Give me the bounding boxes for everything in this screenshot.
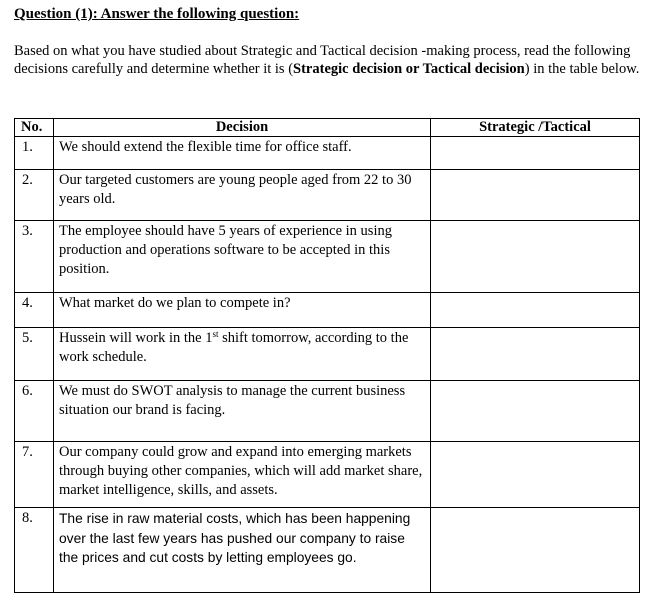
- instructions-text-1: Based on what you have studied about Strategic and Tactical decision -making process, read the following decisions carefully and determine whether it is (: [14, 43, 631, 77]
- row-number: 4.: [15, 293, 54, 328]
- decision-table: [14, 118, 640, 593]
- table-row: [15, 328, 640, 381]
- instructions: [14, 42, 642, 78]
- row-number: 8.: [15, 508, 54, 593]
- answer-cell[interactable]: [431, 381, 640, 442]
- answer-cell[interactable]: [431, 221, 640, 293]
- decision-text: The rise in raw material costs, which has been happening over the last few years has pushed our company to raise the prices and cut costs by letting employees go.: [54, 508, 431, 593]
- answer-cell[interactable]: [431, 508, 640, 593]
- header-no: No.: [15, 119, 54, 137]
- decision-text: We should extend the flexible time for office staff.: [54, 137, 431, 170]
- table-row: [15, 221, 640, 293]
- table-row: [15, 381, 640, 442]
- row-number: 3.: [15, 221, 54, 293]
- row-number: 1.: [15, 137, 54, 170]
- instructions-text-2: ) in the table below.: [524, 61, 640, 77]
- table-row: [15, 170, 640, 221]
- decision-text: [54, 328, 431, 381]
- decision-text-b: shift tomorrow, according to the work schedule.: [59, 330, 409, 365]
- answer-cell[interactable]: [431, 293, 640, 328]
- table-row: [15, 137, 640, 170]
- table-row: [15, 442, 640, 508]
- answer-cell[interactable]: [431, 442, 640, 508]
- decision-text: Our targeted customers are young people aged from 22 to 30 years old.: [54, 170, 431, 221]
- ordinal-suffix: st: [212, 329, 219, 339]
- decision-text: What market do we plan to compete in?: [54, 293, 431, 328]
- table-row: [15, 508, 640, 593]
- header-decision: Decision: [54, 119, 431, 137]
- row-number: 7.: [15, 442, 54, 508]
- decision-text: We must do SWOT analysis to manage the current business situation our brand is facing.: [54, 381, 431, 442]
- answer-cell[interactable]: [431, 328, 640, 381]
- decision-text: The employee should have 5 years of experience in using production and operations software to be accepted in this position.: [54, 221, 431, 293]
- header-type: Strategic /Tactical: [431, 119, 640, 137]
- decision-text: Our company could grow and expand into emerging markets through buying other companies, which will add market share, market intelligence, skills, and assets.: [54, 442, 431, 508]
- answer-cell[interactable]: [431, 170, 640, 221]
- question-title: Question (1): Answer the following question:: [14, 6, 300, 22]
- answer-cell[interactable]: [431, 137, 640, 170]
- instructions-bold: Strategic decision or Tactical decision: [293, 61, 525, 77]
- decision-text-a: Hussein will work in the 1: [59, 330, 213, 346]
- table-row: [15, 293, 640, 328]
- table-header-row: [15, 119, 640, 137]
- row-number: 2.: [15, 170, 54, 221]
- row-number: 5.: [15, 328, 54, 381]
- row-number: 6.: [15, 381, 54, 442]
